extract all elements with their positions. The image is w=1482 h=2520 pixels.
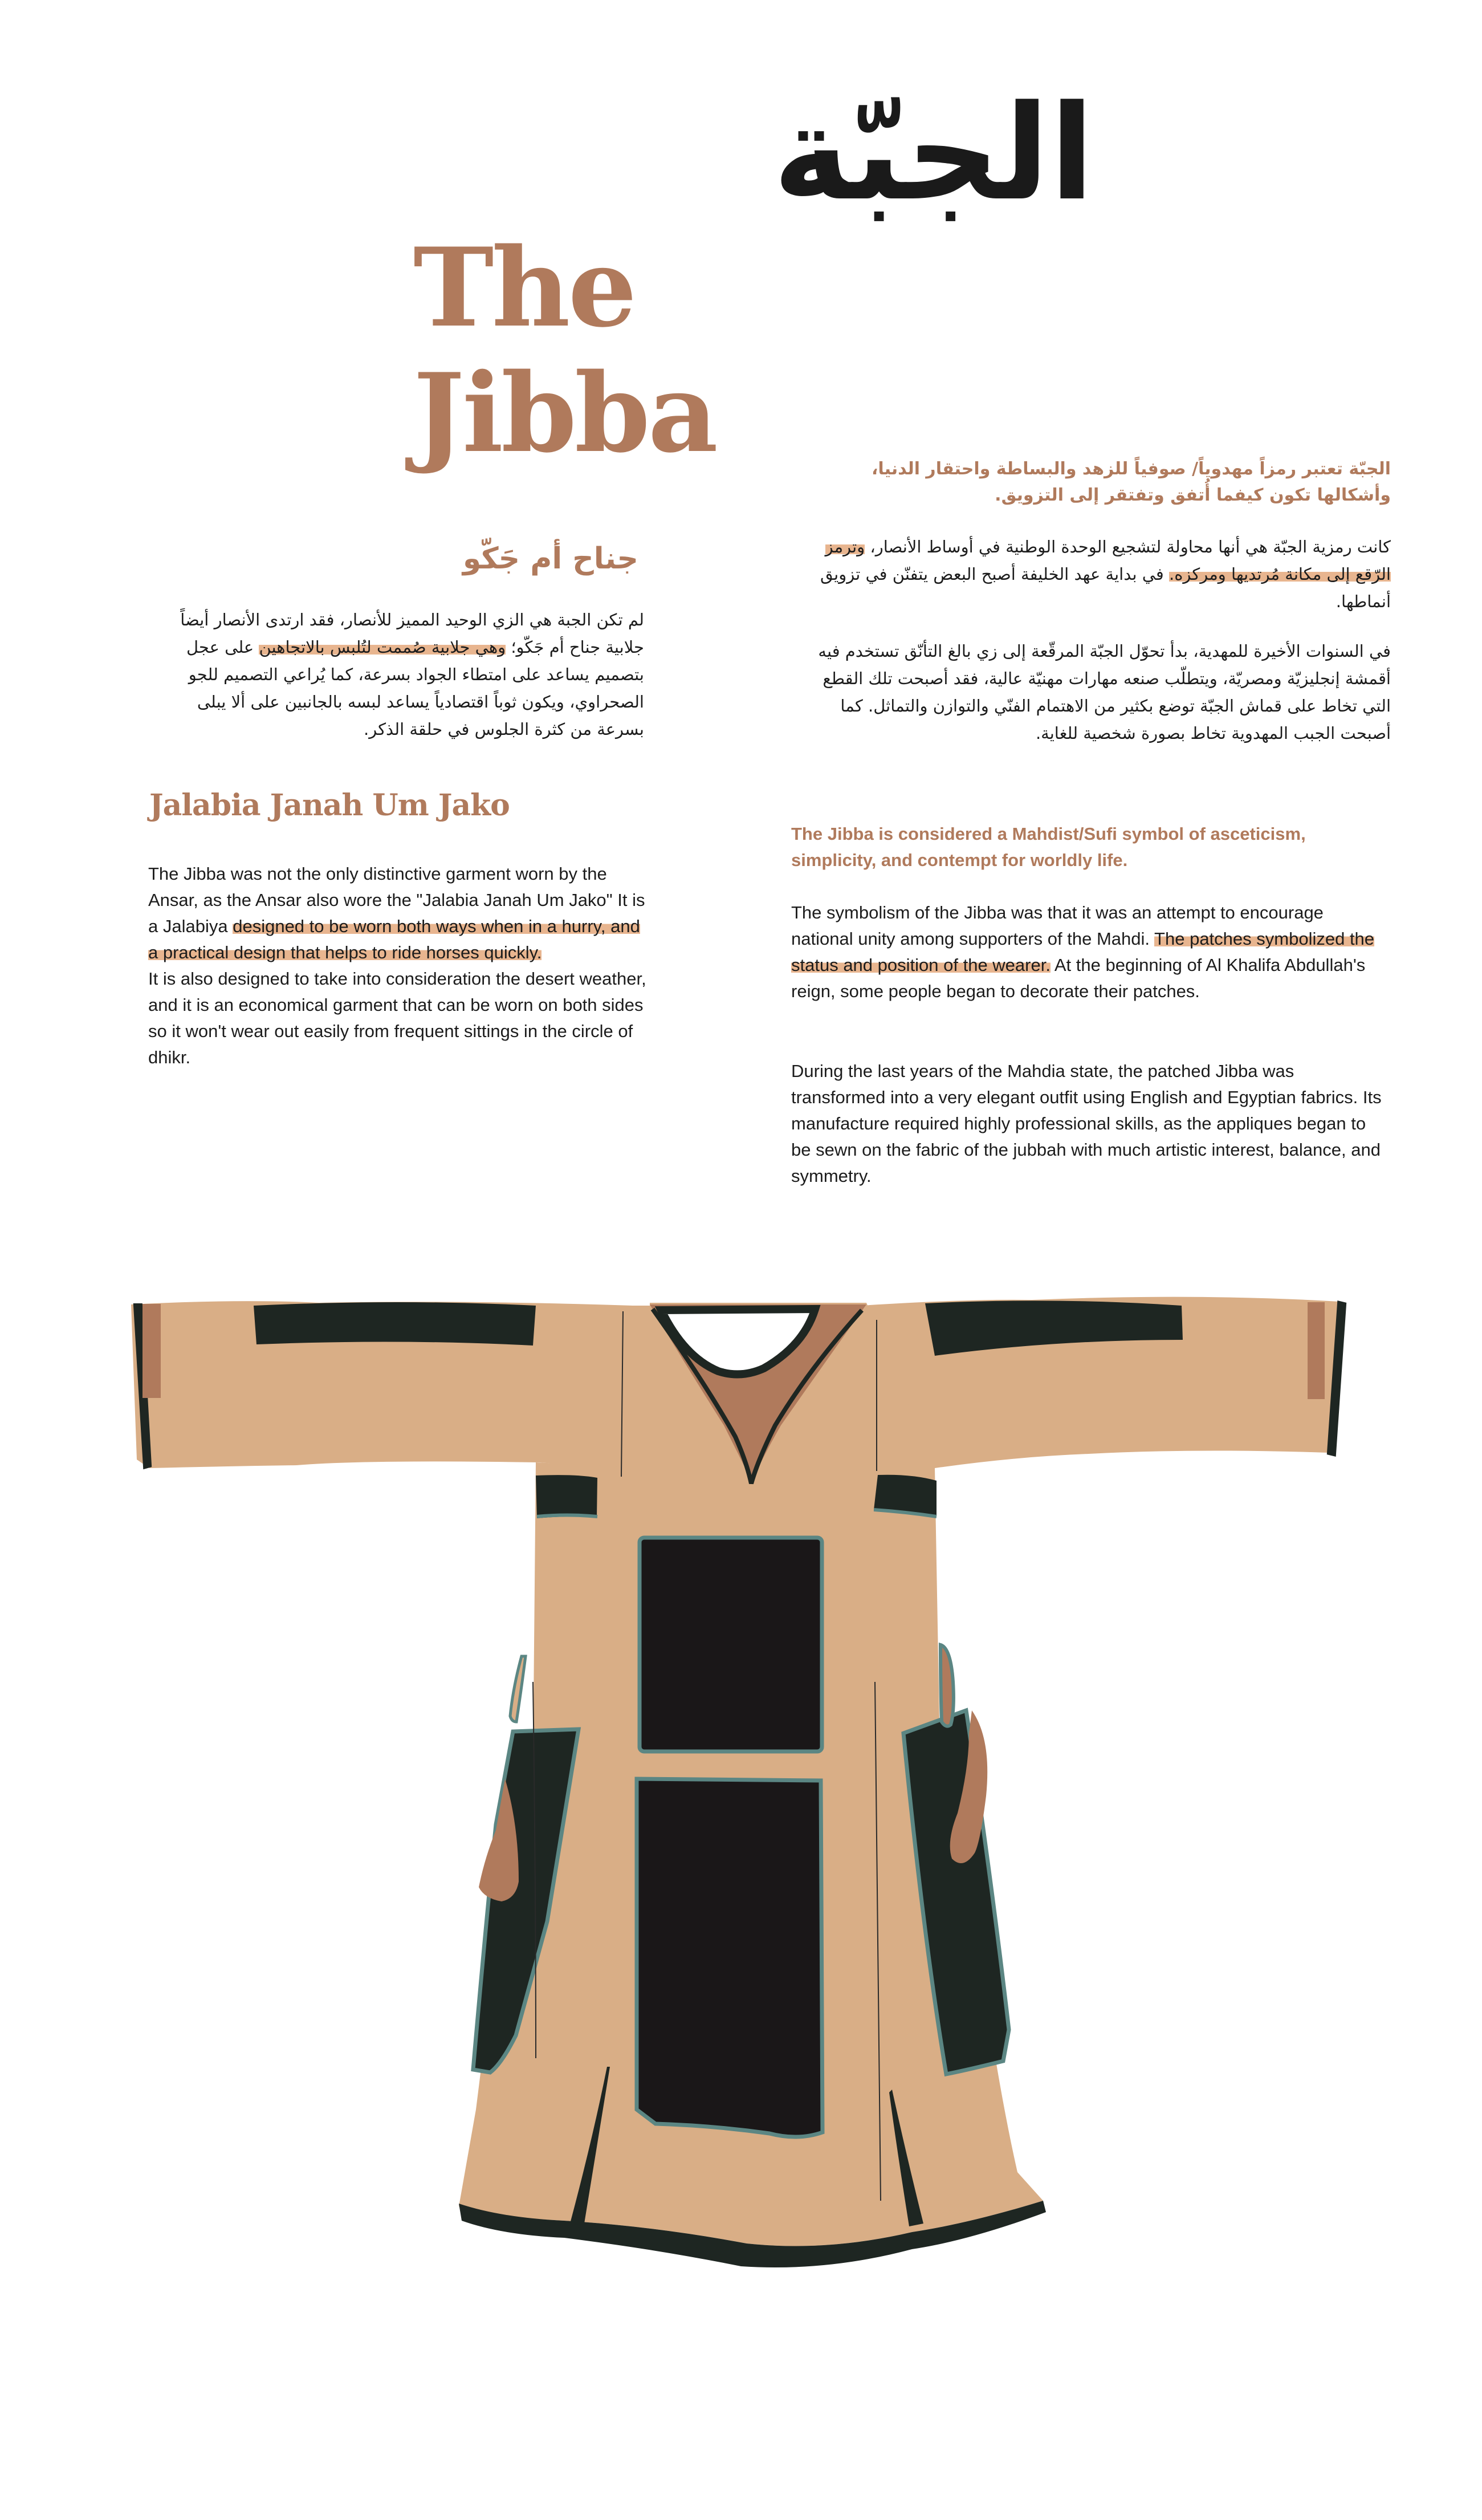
arabic-symbolism-highlight: وترمز الرّقع إلى مكانة مُرتديها ومركزه. (825, 537, 1391, 584)
right-pocket (940, 1645, 954, 1726)
right-sleeve-band (1308, 1302, 1325, 1399)
title-english: The Jibba (413, 224, 716, 477)
arabic-jalabia-text-b: على عجل بتصميم يساعد على امتطاء الجواد بسرعة، كما يُراعي التصميم للجو الصحراوي، ويكون ثوباً اقتصادياً يساعد لبسه بالجانبين على ألا يبلى بسرعة من كثرة الجلوس في حلقة الذكر. (186, 637, 644, 739)
english-jalabia-text-b: It is also designed to take into consideration the desert weather, and it is an economical garment that can be worn on both sides so it won't wear out easily from frequent sittings in the circle of dhikr. (148, 969, 646, 1067)
arabic-mahdia-paragraph: في السنوات الأخيرة للمهدية، بدأ تحوّل الجبّة المرقّعة إلى زي بالغ التأنّق تستخدم فيه أقمشة إنجليزيّة ومصريّة، ويتطلّب صنعه مهارات مهنيّة عالية، فقد أصبحت تلك القطع التي تخاط على قماش الجبّة توضع بكثير من الاهتمام الفنّي والتوازن والتماثل. كما أصبحت الجبب المهدوية تخاط بصورة شخصية للغاية. (818, 641, 1391, 743)
left-underarm-trim (537, 1515, 597, 1517)
center-lower-patch (637, 1779, 823, 2137)
left-underarm-patch (536, 1475, 597, 1518)
arabic-jalabia-highlight: وهي جلابية صُممت لتُلبس بالاتجاهين (259, 637, 506, 657)
arabic-symbolism-text-b: في بداية عهد الخليفة أصبح البعض يتفنّن في تزويق أنماطها. (820, 564, 1391, 611)
english-lead-paragraph: The Jibba is considered a Mahdist/Sufi symbol of asceticism, simplicity, and contempt for worldly life. (791, 824, 1306, 870)
left-sleeve-band (142, 1304, 161, 1398)
english-symbolism-text-b: At the beginning of Al Khalifa Abdullah's reign, some people began to decorate their patches. (791, 955, 1366, 1001)
english-mahdia-paragraph: During the last years of the Mahdia state, the patched Jibba was transformed into a very elegant outfit using English and Egyptian fabrics. Its manufacture required highly professional skills, as the appliques began to be sewn on the fabric of the jubbah with much artistic interest, balance, and symmetry. (791, 1061, 1382, 1186)
center-upper-patch (640, 1538, 822, 1751)
arabic-symbolism-text-a: كانت رمزية الجبّة هي أنها محاولة لتشجيع الوحدة الوطنية في أوساط الأنصار، (865, 537, 1391, 556)
arabic-jalabia-heading: جناح أم جَكّو (462, 542, 638, 576)
english-jalabia-text-a: The Jibba was not the only distinctive garment worn by the Ansar, as the Ansar also wore the "Jalabia Janah Um Jako" It is a Jalabiya (148, 864, 645, 936)
left-pocket (510, 1656, 526, 1722)
left-sleeve-patch (254, 1302, 536, 1346)
arabic-lead-paragraph: الجبّة تعتبر رمزاً مهدوياً/ صوفياً للزهد والبساطة واحتقار الدنيا، وأشكالها تكون كيفما أُتفق وتفتقر إلى التزويق. (871, 459, 1391, 505)
english-jalabia-highlight: designed to be worn both ways when in a hurry, and a practical design that helps to ride horses quickly. (148, 916, 640, 962)
english-jalabia-heading: Jalabia Janah Um Jako (149, 788, 510, 823)
arabic-jalabia-text-a: لم تكن الجبة هي الزي الوحيد المميز للأنصار، فقد ارتدى الأنصار أيضاً جلابية جناح أم جَكّو؛ (180, 610, 644, 657)
english-jalabia-paragraph (148, 861, 650, 1071)
title-arabic: الجبّة (772, 78, 1094, 230)
english-symbolism-highlight: The patches symbolized the status and position of the wearer. (791, 929, 1375, 975)
jibba-illustration (0, 1277, 1482, 2292)
english-symbolism-text-a: The symbolism of the Jibba was that it was an attempt to encourage national unity among supporters of the Mahdi. (791, 903, 1324, 949)
arabic-symbolism-paragraph (792, 533, 1391, 615)
english-symbolism-paragraph (791, 900, 1390, 1005)
arabic-jalabia-paragraph (148, 606, 644, 743)
